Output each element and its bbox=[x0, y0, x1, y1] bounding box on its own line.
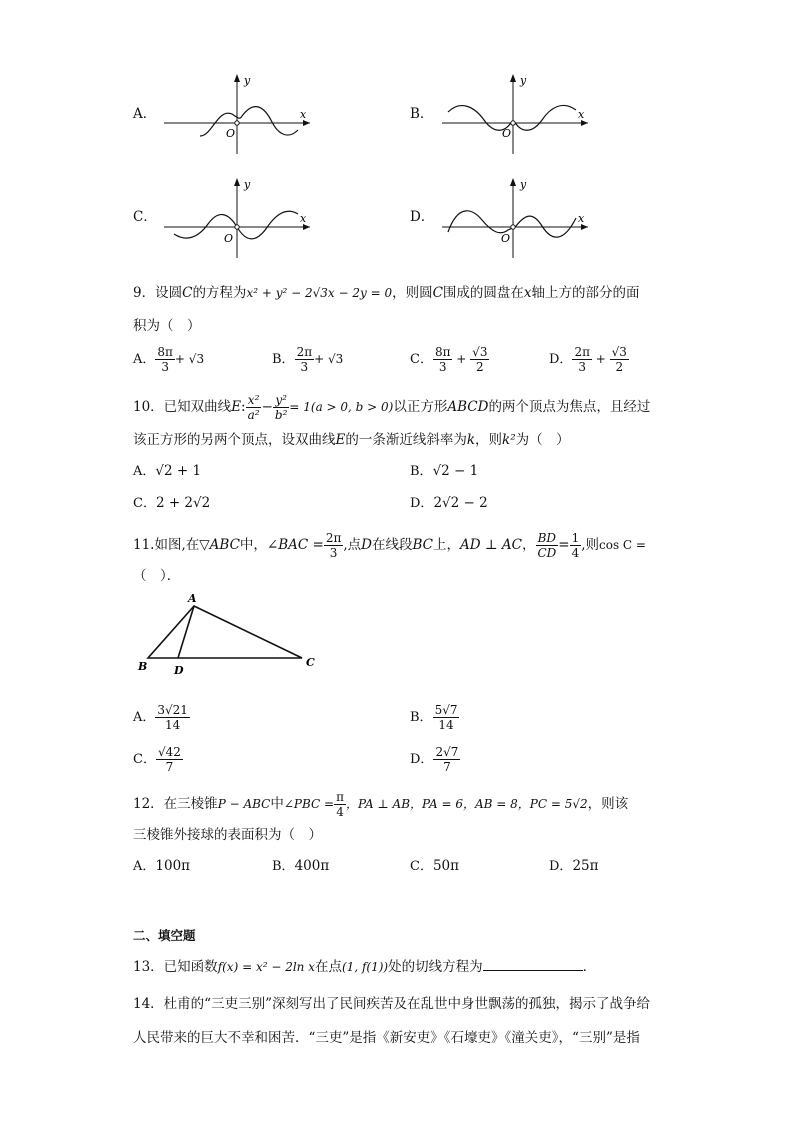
q10-option-d: D．2√2 − 2 bbox=[410, 495, 488, 511]
q9-option-c: C． $\frac{8\pi}{3}$ + $\frac{√3}{2}$ bbox=[410, 345, 488, 374]
q8-b-x-label: x bbox=[578, 108, 585, 121]
q8-a-origin-label: O bbox=[226, 127, 236, 140]
q12-option-d: D．25π bbox=[549, 858, 599, 874]
q8-option-c-label: C． bbox=[133, 209, 157, 225]
q11-option-c: C． $\frac{√42}{7}$ bbox=[133, 745, 181, 774]
q12-option-a: A．100π bbox=[133, 858, 191, 874]
q10-stem-line2: 该正方形的另两个顶点，设双曲线E的一条渐近线斜率为k，则k²为（ ） bbox=[133, 432, 570, 448]
q12-option-b: B．400π bbox=[272, 858, 330, 874]
q8-graph-a bbox=[160, 70, 320, 156]
q13-stem: 13．已知函数f(x) = x² − 2ln x在点(1, f(1))处的切线方程为 ． bbox=[133, 956, 596, 977]
q9-option-a: A． $\frac{8\pi}{3}$ + √3 bbox=[133, 345, 205, 374]
q11-option-d: D． $\frac{2√7}{7}$ bbox=[410, 745, 459, 774]
q8-a-y-label: y bbox=[244, 74, 251, 87]
q12-option-c: C．50π bbox=[410, 858, 460, 874]
q8-b-origin-label: O bbox=[502, 127, 512, 140]
q9-stem-line2: 积为（ ） bbox=[133, 318, 201, 334]
q10-stem-line1: 10．已知双曲线E: $\frac{\text{x²}}{\text{a²}}$ − $\frac{\text{y²}}{\text{b²}}$ = 1(a > 0, b > 0)以正方形ABCD的两个顶点为焦点，且经过 bbox=[133, 393, 651, 422]
q13-answer-blank[interactable] bbox=[483, 956, 583, 971]
q8-d-y-label: y bbox=[520, 178, 527, 191]
q8-c-x-label: x bbox=[300, 212, 307, 225]
q8-option-d-label: D． bbox=[410, 209, 435, 225]
q11-label-b: B bbox=[138, 660, 148, 673]
q8-c-origin-label: O bbox=[224, 232, 234, 245]
q8-graph-c bbox=[160, 174, 320, 260]
q11-option-b: B． $\frac{5√7}{14}$ bbox=[410, 703, 458, 732]
q8-graph-b bbox=[438, 70, 598, 156]
q11-label-d: D bbox=[174, 664, 184, 677]
q10-option-a: A．√2 + 1 bbox=[133, 463, 202, 479]
q9-option-d: D． $\frac{2\pi}{3}$ + $\frac{√3}{2}$ bbox=[549, 345, 627, 374]
q8-d-origin-label: O bbox=[501, 232, 511, 245]
q11-label-a: A bbox=[188, 592, 197, 605]
q10-option-b: B．√2 − 1 bbox=[410, 463, 479, 479]
section-fill-in-title: 二、填空题 bbox=[133, 928, 196, 943]
q8-option-a-label: A． bbox=[133, 106, 157, 122]
q8-graph-d bbox=[438, 174, 598, 260]
q11-option-a: A． $\frac{3√21}{14}$ bbox=[133, 703, 188, 732]
q8-d-x-label: x bbox=[578, 212, 585, 225]
q9-option-b: B． $\frac{2\pi}{3}$ + √3 bbox=[272, 345, 344, 374]
q8-option-b-label: B． bbox=[410, 106, 434, 122]
q12-stem-line1: 12．在三棱锥P − ABC中∠PBC = $\frac{\pi}{4}$ ，PA ⊥ AB，PA = 6，AB = 8，PC = 5√2，则该 bbox=[133, 790, 629, 819]
q14-stem-line1: 14．杜甫的“三吏三别”深刻写出了民间疾苦及在乱世中身世飘荡的孤独，揭示了战争给 bbox=[133, 996, 650, 1012]
q14-stem-line2: 人民带来的巨大不幸和困苦．“三吏”是指《新安吏》《石壕吏》《潼关吏》，“三别”是指 bbox=[133, 1030, 640, 1046]
q11-stem-line2: （ ）． bbox=[133, 568, 181, 584]
q11-label-c: C bbox=[306, 656, 315, 669]
q11-stem-line1: 11.如图,在▽ABC中，∠BAC = $\frac{2\pi}{3}$ ,点D在线段BC上，AD ⊥ AC， $\frac{BD}{CD}$ = $\frac{1}{4}$ ,则cos C = bbox=[133, 531, 646, 560]
q9-stem-line1: 9．设圆C的方程为x² + y² − 2√3x − 2y = 0，则圆C围成的圆盘在x轴上方的部分的面 bbox=[133, 285, 640, 301]
q8-c-y-label: y bbox=[244, 178, 251, 191]
q8-a-x-label: x bbox=[300, 108, 307, 121]
q12-stem-line2: 三棱锥外接球的表面积为（ ） bbox=[133, 827, 322, 843]
q10-option-c: C．2 + 2√2 bbox=[133, 495, 211, 511]
q11-triangle-figure bbox=[134, 592, 334, 678]
q8-b-y-label: y bbox=[520, 74, 527, 87]
